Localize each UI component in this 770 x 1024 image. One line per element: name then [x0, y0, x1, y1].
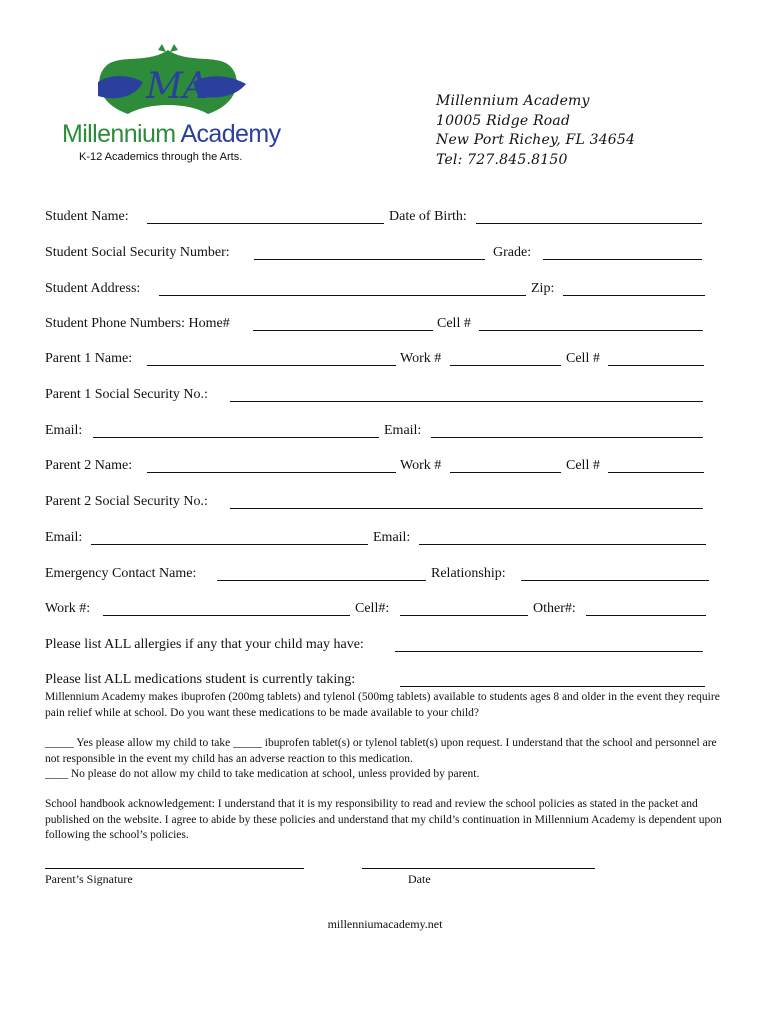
allergies-label: Please list ALL allergies if any that your child may have:	[45, 637, 364, 652]
address-line-4: Tel: 727.845.8150	[436, 151, 568, 168]
relationship-label: Relationship:	[431, 566, 506, 581]
parent2-email2-input[interactable]	[419, 544, 706, 545]
logo-tagline: K-12 Academics through the Arts.	[79, 151, 243, 163]
parent1-email-input[interactable]	[93, 437, 379, 438]
parent2-email-label: Email:	[45, 530, 83, 545]
school-address	[436, 92, 635, 170]
parent2-email2-label: Email:	[373, 530, 411, 545]
emergency-contact-label: Emergency Contact Name:	[45, 566, 197, 581]
logo-name	[62, 120, 280, 149]
emergency-work-input[interactable]	[103, 615, 350, 616]
date-of-birth-input[interactable]	[476, 223, 702, 224]
student-ssn-input[interactable]	[254, 259, 485, 260]
parent1-email-label: Email:	[45, 423, 83, 438]
parent-signature-label: Parent’s Signature	[45, 872, 133, 886]
logo-name-part1: Millennium	[62, 120, 176, 148]
handbook-acknowledgement: School handbook acknowledgement: I understand that it is my responsibility to read and review the school policies as stated in the packet and published on the website. I agree to abide by these policies and understand that my child’s continuation in Millennium Academy is dependent upon following the school’s policies.	[45, 798, 722, 841]
parent2-cell-label: Cell #	[566, 458, 600, 473]
yes-medication-option[interactable]: _____ Yes please allow my child to take _____ ibuprofen tablet(s) or tylenol tablet(s) upon request. I understand that the school and personnel are not responsible in the event my child has an adverse reaction to this medication.	[45, 737, 717, 765]
parent2-ssn-label: Parent 2 Social Security No.:	[45, 494, 208, 509]
emergency-other-input[interactable]	[586, 615, 706, 616]
emergency-contact-input[interactable]	[217, 580, 426, 581]
medications-label: Please list ALL medications student is currently taking:	[45, 672, 356, 687]
parent2-email-input[interactable]	[91, 544, 368, 545]
parent2-name-input[interactable]	[147, 472, 396, 473]
parent-signature-input[interactable]	[45, 868, 304, 869]
student-cell-input[interactable]	[479, 330, 703, 331]
medications-input[interactable]	[400, 686, 705, 687]
date-of-birth-label: Date of Birth:	[389, 209, 467, 224]
student-cell-label: Cell #	[437, 316, 471, 331]
parent1-name-input[interactable]	[147, 365, 396, 366]
student-phone-label: Student Phone Numbers: Home#	[45, 316, 230, 331]
zip-label: Zip:	[531, 281, 555, 296]
parent1-work-label: Work #	[400, 351, 442, 366]
no-medication-option[interactable]: ____ No please do not allow my child to take medication at school, unless provided by parent.	[45, 768, 480, 780]
address-line-3: New Port Richey, FL 34654	[436, 132, 636, 148]
signature-date-label: Date	[408, 872, 431, 886]
footer-website: millenniumacademy.net	[327, 917, 443, 931]
address-line-2: 10005 Ridge Road	[436, 112, 571, 129]
emergency-cell-label: Cell#:	[355, 601, 390, 616]
parent1-email2-label: Email:	[384, 423, 422, 438]
address-line-1: Millennium Academy	[436, 93, 590, 109]
parent1-name-label: Parent 1 Name:	[45, 351, 133, 366]
grade-label: Grade:	[493, 245, 532, 260]
emergency-work-label: Work #:	[45, 601, 91, 616]
emergency-other-label: Other#:	[533, 601, 576, 616]
emergency-cell-input[interactable]	[400, 615, 528, 616]
parent2-work-label: Work #	[400, 458, 442, 473]
parent1-cell-label: Cell #	[566, 351, 600, 366]
student-address-label: Student Address:	[45, 281, 141, 296]
zip-input[interactable]	[563, 295, 705, 296]
parent2-name-label: Parent 2 Name:	[45, 458, 133, 473]
parent1-email2-input[interactable]	[431, 437, 703, 438]
parent2-work-input[interactable]	[450, 472, 561, 473]
signature-date-input[interactable]	[362, 868, 595, 869]
medication-notice: Millennium Academy makes ibuprofen (200mg tablets) and tylenol (500mg tablets) available to students ages 8 and older in the event they require pain relief while at school. Do you want these medications to be made available to your child?	[45, 691, 720, 719]
logo-monogram: MA	[146, 66, 209, 107]
parent2-cell-input[interactable]	[608, 472, 704, 473]
grade-input[interactable]	[543, 259, 702, 260]
home-phone-input[interactable]	[253, 330, 433, 331]
student-address-input[interactable]	[159, 295, 526, 296]
allergies-input[interactable]	[395, 651, 703, 652]
parent1-work-input[interactable]	[450, 365, 561, 366]
logo-name-part2: Academy	[180, 120, 281, 148]
student-ssn-label: Student Social Security Number:	[45, 245, 230, 260]
parent1-ssn-input[interactable]	[230, 401, 703, 402]
parent2-ssn-input[interactable]	[230, 508, 703, 509]
student-name-input[interactable]	[147, 223, 384, 224]
parent1-ssn-label: Parent 1 Social Security No.:	[45, 387, 208, 402]
school-logo	[58, 44, 288, 170]
parent1-cell-input[interactable]	[608, 365, 704, 366]
relationship-input[interactable]	[521, 580, 709, 581]
student-name-label: Student Name:	[45, 209, 129, 224]
